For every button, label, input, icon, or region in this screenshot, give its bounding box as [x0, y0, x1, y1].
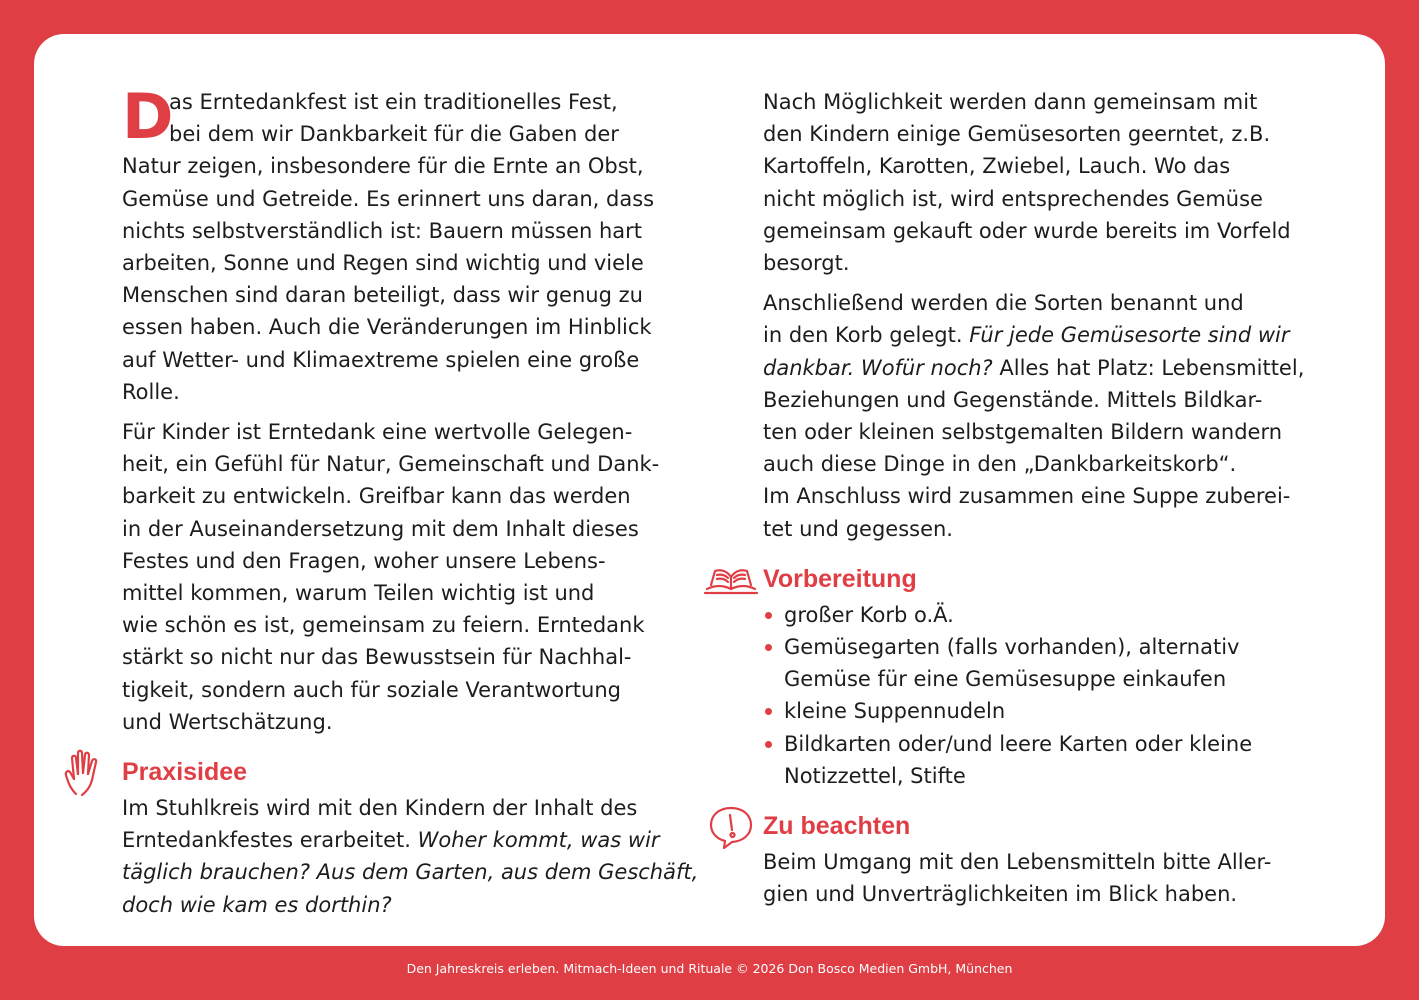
text-line [763, 352, 1323, 384]
text-line: mittel kommen, warum Teilen wichtig ist und [122, 581, 595, 606]
text-line: Rolle. [122, 379, 180, 404]
text-line: gien und Unverträglichkeiten im Blick haben. [763, 882, 1238, 907]
praxisidee-heading [122, 756, 682, 788]
text-line: großer Korb o.Ä. [784, 602, 954, 627]
text-line: auf Wetter- und Klimaextreme spielen eine große [122, 347, 640, 372]
text-line: kleine Suppennudeln [784, 699, 1006, 724]
text-line: stärkt so nicht nur das Bewusstsein für Nachhal- [122, 645, 632, 670]
text-line: Gemüse für eine Gemüsesuppe einkaufen [784, 667, 1227, 692]
beachten-heading-text: Zu beachten [763, 812, 911, 841]
beachten-heading [763, 810, 1323, 842]
text-line: essen haben. Auch die Veränderungen im Hinblick [122, 315, 652, 340]
text-line: den Kindern einige Gemüsesorten geerntet, z.B. [763, 122, 1271, 147]
text-line: Menschen sind daran beteiligt, dass wir genug zu [122, 283, 643, 308]
left-column [122, 80, 699, 929]
italic-question: Für jede Gemüsesorte sind wir [969, 323, 1290, 348]
basket-paragraph [763, 287, 1323, 545]
text-line: heit, ein Gefühl für Natur, Gemeinschaft und Dank- [122, 452, 660, 477]
text-segment: Alles hat Platz: Lebensmittel, [992, 355, 1305, 380]
text-line: in der Auseinandersetzung mit dem Inhalt dieses [122, 516, 639, 541]
right-column [763, 86, 1323, 918]
text-line: nichts selbstverständlich ist: Bauern müssen hart [122, 218, 643, 243]
list-item [763, 728, 1323, 792]
text-line: Anschließend werden die Sorten benannt und [763, 291, 1244, 316]
drop-cap-letter: D [122, 80, 174, 153]
vorbereitung-heading [763, 563, 1323, 595]
italic-question: täglich brauchen? Aus dem Garten, aus dem Geschäft, [122, 860, 699, 885]
text-line: und Wertschätzung. [122, 709, 333, 734]
text-line: Festes und den Fragen, woher unsere Lebens- [122, 548, 606, 573]
text-line: Nach Möglichkeit werden dann gemeinsam mit [763, 90, 1258, 114]
children-paragraph [122, 416, 682, 738]
text-line: Beziehungen und Gegenstände. Mittels Bildkar- [763, 387, 1263, 412]
text-line: Im Stuhlkreis wird mit den Kindern der Inhalt des [122, 796, 638, 821]
text-line: bei dem wir Dankbarkeit für die Gaben der [169, 122, 619, 147]
text-line: arbeiten, Sonne und Regen sind wichtig und viele [122, 251, 644, 276]
text-line: barkeit zu entwickeln. Greifbar kann das werden [122, 484, 631, 509]
materials-list [763, 599, 1323, 792]
book-icon [703, 555, 759, 605]
footer-copyright: Den Jahreskreis erleben. Mitmach-Ideen und Rituale © 2026 Don Bosco Medien GmbH, München [406, 961, 1013, 976]
italic-question: dankbar. Wofür noch? [763, 355, 993, 380]
intro-paragraph [122, 80, 682, 408]
content-card [34, 34, 1385, 946]
text-line: Gemüsegarten (falls vorhanden), alternativ [784, 635, 1240, 660]
praxisidee-paragraph [122, 792, 699, 921]
text-segment: Erntedankfestes erarbeitet. [122, 828, 418, 853]
text-line: tet und gegessen. [763, 516, 953, 541]
text-line: as Erntedankfest ist ein traditionelles Fest, [169, 90, 618, 114]
exclamation-bubble-icon [703, 802, 759, 852]
italic-question: doch wie kam es dorthin? [122, 892, 392, 917]
text-line [122, 824, 682, 856]
list-item [763, 631, 1323, 695]
praxisidee-heading-text: Praxisidee [122, 758, 248, 787]
italic-question: Woher kommt, was wir [417, 828, 660, 853]
text-line: tigkeit, sondern auch für soziale Verantwortung [122, 677, 621, 702]
text-line: gemeinsam gekauft oder wurde bereits im Vorfeld [763, 218, 1291, 243]
text-segment: in den Korb gelegt. [763, 323, 970, 348]
text-line: Beim Umgang mit den Lebensmitteln bitte Aller- [763, 850, 1272, 875]
text-line: Kartoffeln, Karotten, Zwiebel, Lauch. Wo das [763, 154, 1231, 179]
text-line: auch diese Dinge in den „Dankbarkeitskorb“. [763, 452, 1237, 477]
list-item [763, 695, 1323, 727]
text-line: Natur zeigen, insbesondere für die Ernte an Obst, [122, 154, 644, 179]
text-line: Für Kinder ist Erntedank eine wertvolle Gelegen- [122, 420, 633, 445]
text-line: besorgt. [763, 251, 850, 276]
text-line: Notizzettel, Stifte [784, 763, 966, 788]
hand-icon [62, 748, 118, 798]
text-line: Bildkarten oder/und leere Karten oder kleine [784, 731, 1253, 756]
list-item [763, 599, 1323, 631]
text-line [763, 319, 1323, 351]
text-line: ten oder kleinen selbstgemalten Bildern wandern [763, 420, 1283, 445]
text-line: Gemüse und Getreide. Es erinnert uns daran, dass [122, 186, 655, 211]
text-line: nicht möglich ist, wird entsprechendes Gemüse [763, 186, 1263, 211]
text-line: Im Anschluss wird zusammen eine Suppe zuberei- [763, 484, 1291, 509]
vorbereitung-heading-text: Vorbereitung [763, 564, 917, 593]
text-line: wie schön es ist, gemeinsam zu feiern. Erntedank [122, 613, 645, 638]
harvest-paragraph [763, 86, 1323, 279]
beachten-paragraph [763, 846, 1323, 910]
